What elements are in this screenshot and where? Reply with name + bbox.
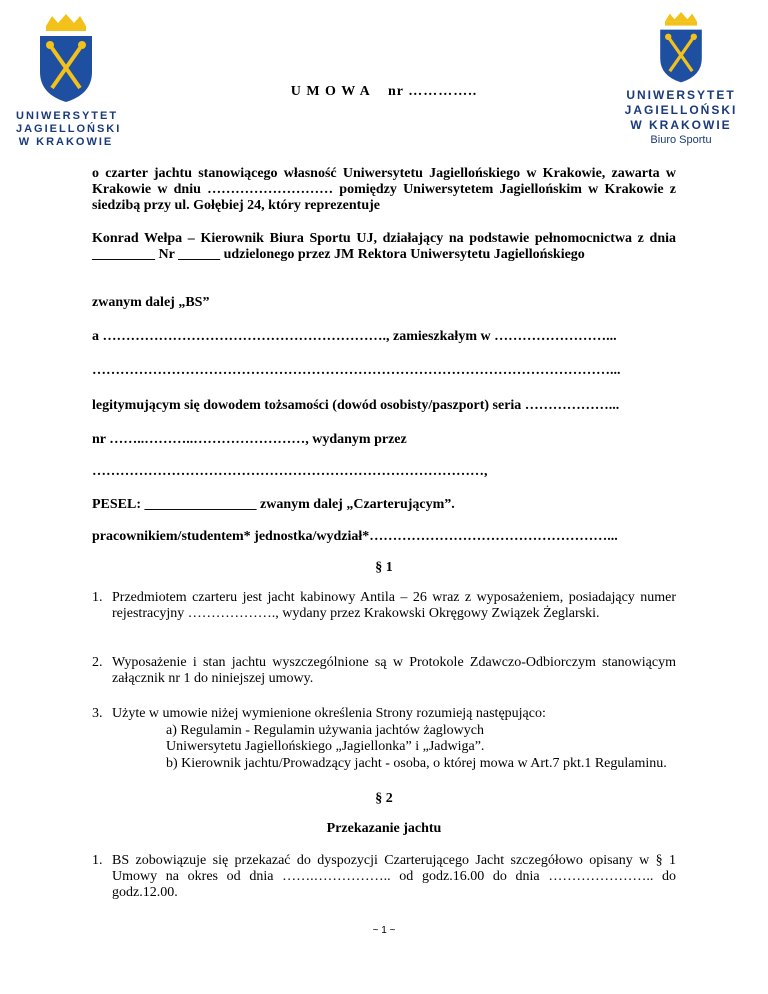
section-2-heading: § 2 (375, 791, 393, 806)
logo-left-line-3: W KRAKOWIE (18, 136, 114, 148)
logo-left (16, 14, 122, 149)
logo-right-line-2: JAGIELLOŃSKI (624, 103, 738, 117)
section-2-item-1 (92, 853, 676, 901)
party-line: a ……………………………………………………., zamieszkałym w ……………………... (92, 329, 617, 344)
representative-paragraph: Konrad Wełpa – Kierownik Biura Sportu UJ, działający na podstawie pełnomocnictwa z dnia _________ Nr ______ udzielonego przez JM Rektora Uniwersytetu Jagiellońskiego (92, 231, 676, 262)
item-number: 1. (92, 590, 103, 605)
contract-title: U M O W A nr ………….. (290, 84, 478, 99)
item-text: Użyte w umowie niżej wymienione określenia Strony rozumieją następująco: (112, 706, 546, 721)
item-text: Przedmiotem czarteru jest jacht kabinowy Antila – 26 wraz z wyposażeniem, posiadający numer rejestracyjny ………………., wydany przez Krakowski Okręgowy Związek Żeglarski. (112, 590, 676, 621)
section-1-item-2 (92, 655, 676, 687)
logo-right-line-1: UNIWERSYTET (626, 88, 736, 102)
logo-right-subtitle: Biuro Sportu (650, 134, 712, 146)
id-line: legitymującym się dowodem tożsamości (dowód osobisty/paszport) seria ………………... (92, 398, 620, 413)
item-number: 2. (92, 655, 103, 670)
pesel-line: PESEL: ________________ zwanym dalej „Czarterującym”. (92, 497, 455, 512)
item-number: 3. (92, 706, 103, 721)
item-text: BS zobowiązuje się przekazać do dyspozycji Czarterującego Jacht szczegółowo opisany w § 1 Umowy na okres od dnia …….…………….. od godz.16.00 do dnia ………………….. do godz.12.00. (112, 853, 676, 900)
section-1-heading: § 1 (375, 560, 393, 575)
logo-right-line-3: W KRAKOWIE (630, 118, 732, 132)
called-bs: zwanym dalej „BS” (92, 295, 210, 310)
logo-right (616, 12, 746, 146)
logo-left-line-1: UNIWERSYTET (16, 110, 119, 122)
nr-line: nr ……..………..……………………, wydanym przez (92, 432, 407, 447)
employee-line: pracownikiem/studentem* jednostka/wydział*……………………………………………... (92, 529, 618, 544)
section-1-sub-a: a) Regulamin - Regulamin używania jachtów żaglowych Uniwersytetu Jagiellońskiego „Jagiellonka” i „Jadwiga”. (166, 723, 485, 754)
address-line: …………………………………………………………………………………………………... (92, 363, 621, 378)
section-2-subheading: Przekazanie jachtu (326, 821, 442, 836)
intro-paragraph: o czarter jachtu stanowiącego własność Uniwersytetu Jagiellońskiego w Krakowie, zawarta w Krakowie w dniu ……………………… pomiędzy Uniwersytetem Jagiellońskim w Krakowie z siedzibą przy ul. Gołębiej 24, który reprezentuje (92, 166, 676, 213)
section-1-item-3 (92, 706, 676, 722)
logo-left-line-2: JAGIELLOŃSKI (16, 123, 122, 135)
section-1-sub-b: b) Kierownik jachtu/Prowadzący jacht - osoba, o której mowa w Art.7 pkt.1 Regulaminu. (166, 756, 667, 771)
page-number: ~ 1 ~ (372, 925, 396, 936)
item-text: Wyposażenie i stan jachtu wyszczególnione są w Protokole Zdawczo-Odbiorczym stanowiącym załącznik nr 1 do niniejszej umowy. (112, 655, 676, 686)
university-crest-icon (656, 12, 706, 84)
item-number: 1. (92, 853, 103, 868)
issuer-line: …………………………………………………………………………, (92, 464, 488, 479)
section-1-item-1 (92, 590, 676, 622)
